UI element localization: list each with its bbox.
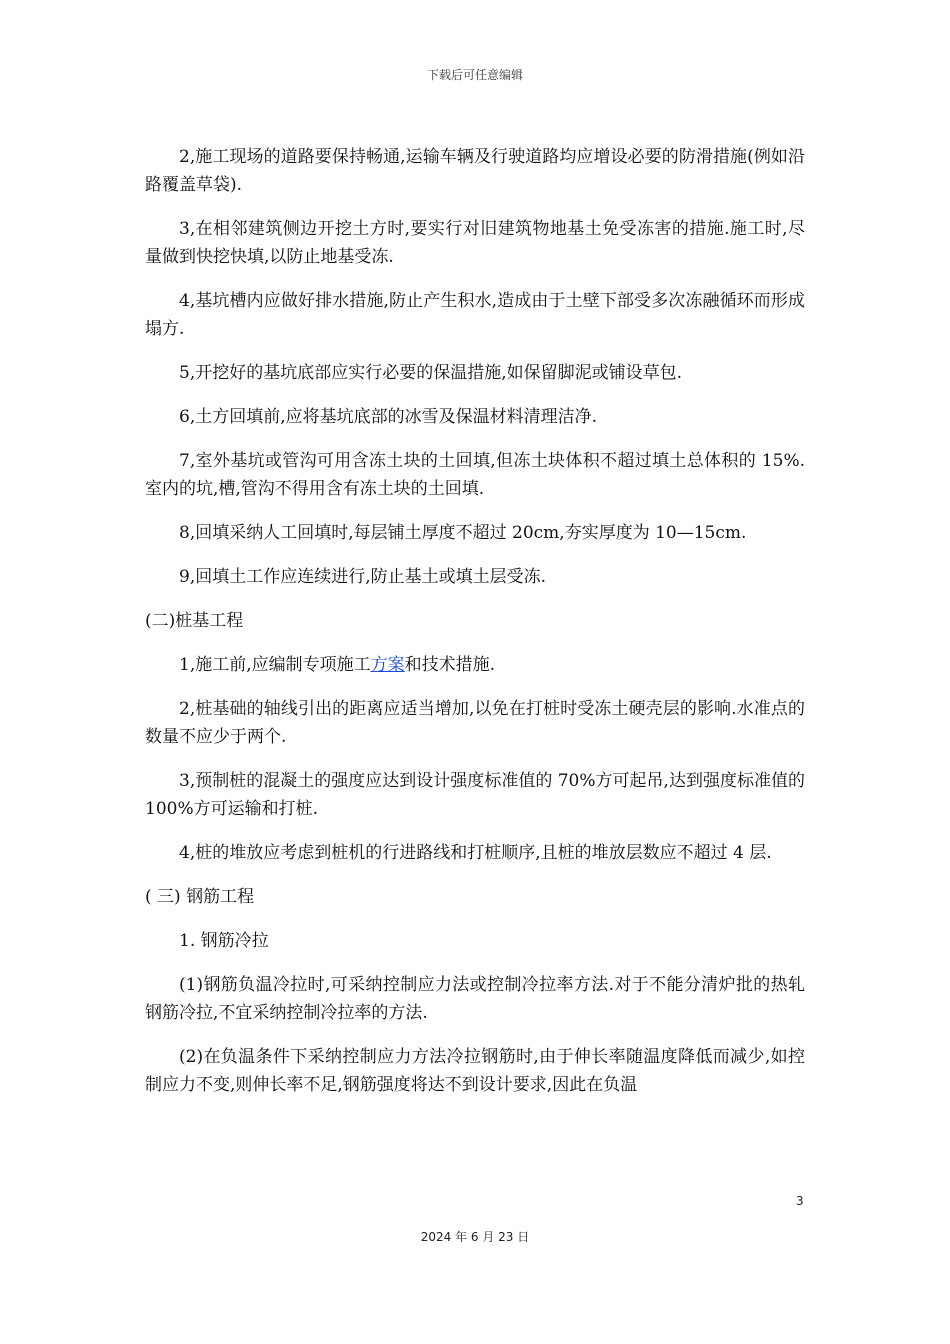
- paragraph-manual-backfill: 8,回填采纳人工回填时,每层铺土厚度不超过 20cm,夯实厚度为 10—15cm.: [179, 523, 747, 543]
- section-heading-pile-foundation: (二)桩基工程: [145, 611, 244, 631]
- plan-text-before: 1,施工前,应编制专项施工: [179, 655, 371, 675]
- plan-link[interactable]: 方案: [370, 655, 405, 675]
- section-heading-rebar: ( 三) 钢筋工程: [145, 887, 255, 907]
- header-note: 下载后可任意编辑: [426, 68, 523, 82]
- paragraph-construction-plan: [145, 651, 805, 679]
- paragraph-negative-temp-drawing: (1)钢筋负温冷拉时,可采纳控制应力法或控制冷拉率方法.对于不能分清炉批的热轧钢筋冷拉,不宜采纳控制冷拉率的方法.: [145, 975, 805, 1023]
- paragraph-backfill-cleanup: 6,土方回填前,应将基坑底部的冰雪及保温材料清理洁净.: [179, 407, 598, 427]
- subheading-rebar-cold-drawing: 1. 钢筋冷拉: [179, 931, 269, 951]
- paragraph-drainage: 4,基坑槽内应做好排水措施,防止产生积水,造成由于土壁下部受多次冻融循环而形成塌方.: [145, 291, 805, 339]
- document-body: [145, 143, 805, 1115]
- paragraph-axis-leadout: 2,桩基础的轴线引出的距离应适当增加,以免在打桩时受冻土硬壳层的影响.水准点的数量不应少于两个.: [145, 699, 805, 747]
- paragraph-road-safety: 2,施工现场的道路要保持畅通,运输车辆及行驶道路均应增设必要的防滑措施(例如沿路覆盖草袋).: [145, 147, 805, 195]
- footer-date: 2024 年 6 月 23 日: [420, 1230, 530, 1244]
- paragraph-frozen-soil-backfill: 7,室外基坑或管沟可用含冻土块的土回填,但冻土块体积不超过填土总体积的 15%.室内的坑,槽,管沟不得用含有冻土块的土回填.: [145, 451, 805, 499]
- paragraph-continuous-backfill: 9,回填土工作应连续进行,防止基土或填土层受冻.: [179, 567, 547, 587]
- paragraph-adjacent-building: 3,在相邻建筑侧边开挖土方时,要实行对旧建筑物地基土免受冻害的措施.施工时,尽量做到快挖快填,以防止地基受冻.: [145, 219, 805, 267]
- plan-text-after: 和技术措施.: [404, 655, 496, 675]
- paragraph-pile-stacking: 4,桩的堆放应考虑到桩机的行进路线和打桩顺序,且桩的堆放层数应不超过 4 层.: [179, 843, 772, 863]
- paragraph-precast-pile-strength: 3,预制桩的混凝土的强度应达到设计强度标准值的 70%方可起吊,达到强度标准值的 100%方可运输和打桩.: [145, 771, 805, 819]
- paragraph-stress-control-method: (2)在负温条件下采纳控制应力方法冷拉钢筋时,由于伸长率随温度降低而减少,如控制应力不变,则伸长率不足,钢筋强度将达不到设计要求,因此在负温: [145, 1047, 805, 1095]
- paragraph-pit-insulation: 5,开挖好的基坑底部应实行必要的保温措施,如保留脚泥或铺设草包.: [179, 363, 683, 383]
- page-number: 3: [796, 1194, 804, 1208]
